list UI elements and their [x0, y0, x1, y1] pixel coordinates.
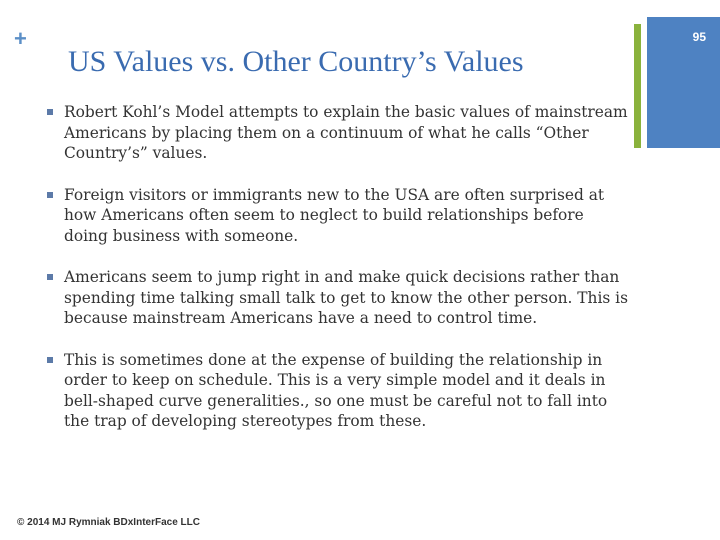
slide-title: US Values vs. Other Country’s Values	[68, 45, 524, 78]
accent-green-bar	[634, 24, 641, 148]
bullet-item	[47, 102, 632, 164]
plus-icon: +	[14, 26, 27, 51]
bullet-list	[47, 102, 632, 453]
bullet-item	[47, 185, 632, 247]
square-bullet-icon	[47, 357, 53, 363]
accent-blue-box	[647, 17, 720, 148]
bullet-item	[47, 350, 632, 432]
copyright-footer: © 2014 MJ Rymniak BDxInterFace LLC	[17, 517, 200, 528]
slide-number: 95	[692, 30, 706, 44]
square-bullet-icon	[47, 192, 53, 198]
bullet-text: This is sometimes done at the expense of building the relationship in order to keep on schedule. This is a very simple model and it deals in bell-shaped curve generalities., so one must be careful not to fall into the trap of developing stereotypes from these.	[64, 350, 608, 430]
bullet-text: Foreign visitors or immigrants new to the USA are often surprised at how Americans often seem to neglect to build relationships before doing business with someone.	[64, 185, 605, 245]
bullet-text: Robert Kohl’s Model attempts to explain the basic values of mainstream Americans by placing them on a continuum of what he calls “Other Country’s” values.	[64, 103, 628, 162]
bullet-item	[47, 267, 632, 329]
bullet-text: Americans seem to jump right in and make quick decisions rather than spending time talking small talk to get to know the other person. This is because mainstream Americans have a need to control time.	[64, 268, 628, 327]
square-bullet-icon	[47, 109, 53, 115]
square-bullet-icon	[47, 274, 53, 280]
